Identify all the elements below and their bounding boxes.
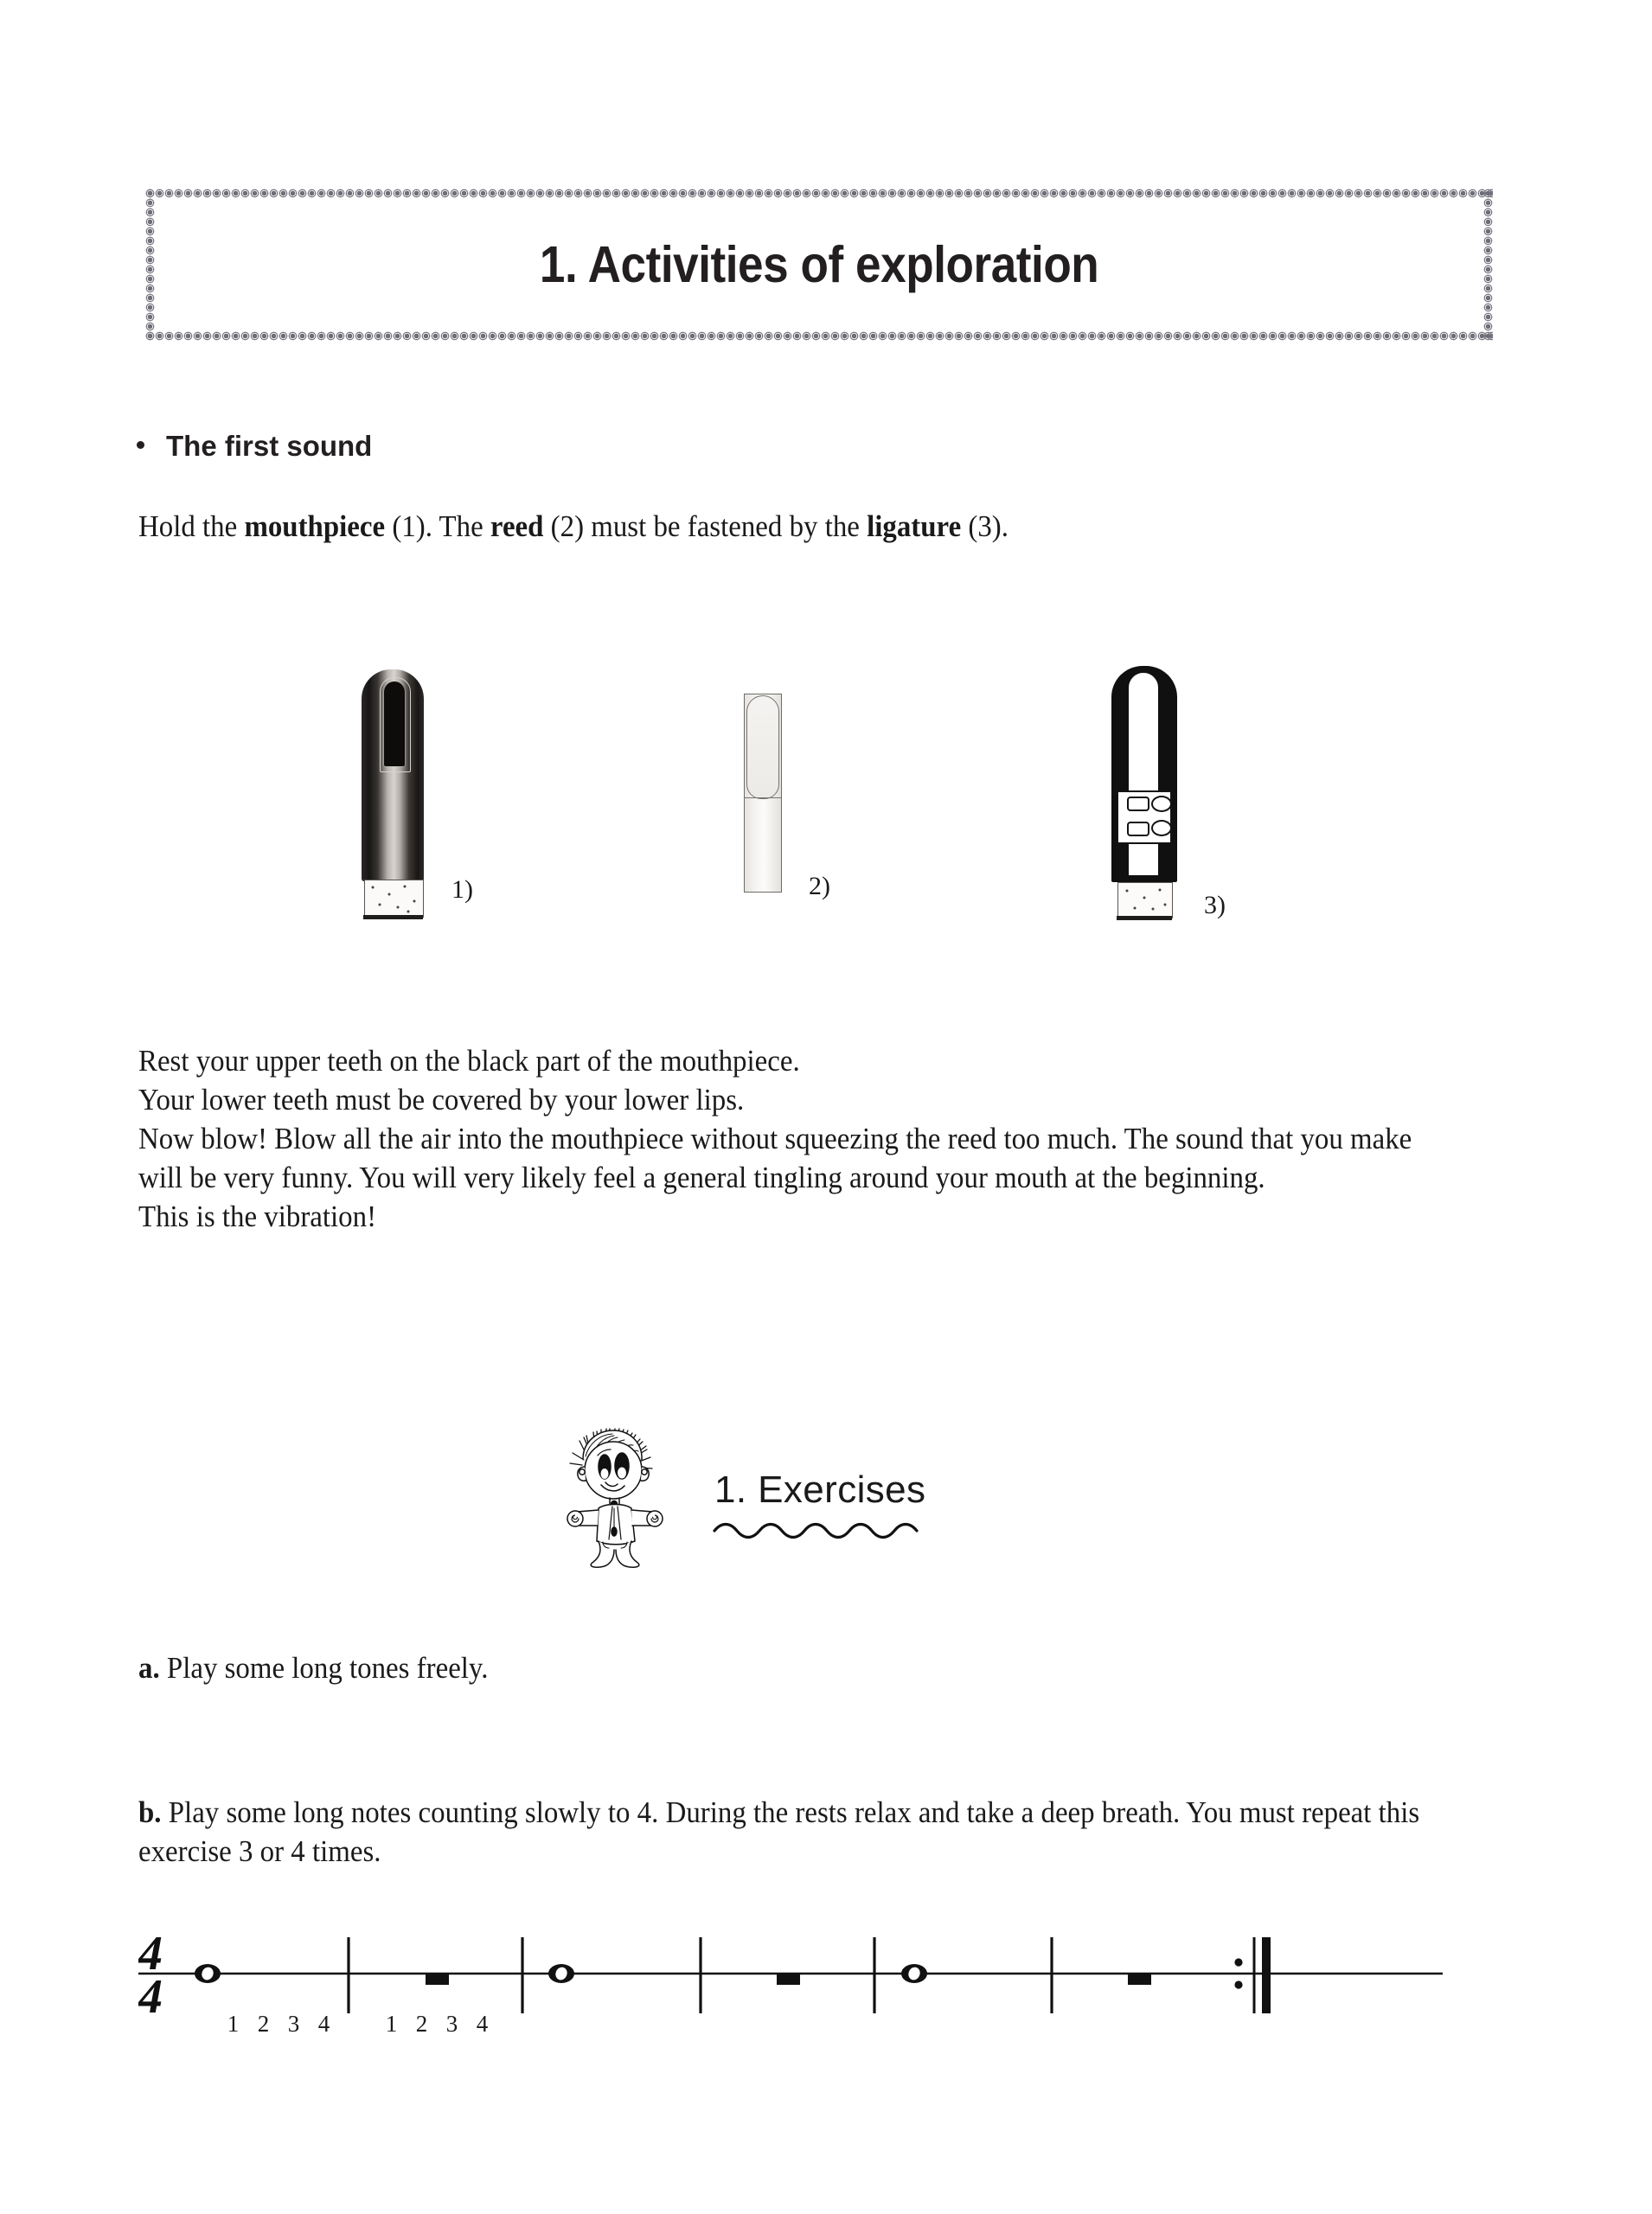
frame-border-bottom — [145, 331, 1493, 341]
staff-svg — [138, 1920, 1514, 2093]
exercise-item-a — [138, 1648, 1439, 1687]
beat-count: 1 — [227, 2011, 240, 2037]
ligature-reed-face — [1128, 672, 1159, 876]
figure-mouthpiece — [362, 669, 424, 920]
bullet-dot-icon — [137, 441, 144, 449]
exercises-underline-squiggle — [713, 1520, 920, 1539]
intro-paragraph — [138, 507, 1456, 546]
emphasized-term: reed — [490, 509, 544, 543]
section-bullet-heading — [137, 430, 372, 463]
ligature-plate-lower — [1127, 822, 1149, 836]
mouthpiece-window — [384, 681, 405, 766]
beat-count: 1 — [385, 2011, 398, 2037]
ligature-cork — [1117, 882, 1173, 918]
technique-line: This is the vibration! — [138, 1200, 377, 1233]
frame-border-top — [145, 189, 1493, 198]
beat-count: 4 — [317, 2011, 330, 2037]
technique-paragraph — [138, 1041, 1439, 1236]
exercises-heading: 1. Exercises — [714, 1469, 926, 1511]
emphasized-term: mouthpiece — [244, 509, 386, 543]
page-title: 1. Activities of exploration — [539, 235, 1099, 293]
mouthpiece-illustration — [362, 669, 424, 920]
whole-rest-1 — [426, 1974, 449, 1985]
ligature-illustration — [1111, 666, 1177, 925]
exercise-marker: b. — [138, 1795, 162, 1829]
whole-rest-3 — [1128, 1974, 1151, 1985]
whole-note-3 — [901, 1964, 927, 1983]
title-frame — [145, 189, 1493, 341]
mascot-boy-icon — [560, 1418, 673, 1570]
technique-line: Rest your upper teeth on the black part of the mouthpiece. — [138, 1044, 800, 1078]
figure-label-2: 2) — [809, 872, 830, 900]
paragraph-text: Hold the — [138, 509, 245, 543]
ligature-screw-lower — [1151, 820, 1172, 836]
figure-reed — [744, 694, 782, 893]
frame-border-left — [145, 189, 155, 341]
beat-count: 3 — [445, 2011, 458, 2037]
mouthpiece-cork-base — [363, 915, 423, 919]
ligature-plate-upper — [1127, 797, 1149, 811]
count-row-measure-1 — [218, 2011, 339, 2038]
figure-label-3: 3) — [1204, 891, 1226, 919]
instrument-figures — [138, 640, 1514, 925]
section-heading-label: The first sound — [166, 430, 373, 462]
repeat-barline — [1234, 1937, 1271, 2013]
exercise-text: Play some long notes counting slowly to 4. During the rests relax and take a deep breath. You must repeat this exercise 3 or 4 times. — [138, 1795, 1420, 1868]
emphasized-term: ligature — [867, 509, 962, 543]
beat-count: 4 — [476, 2011, 489, 2037]
exercise-marker: a. — [138, 1651, 160, 1685]
figure-label-1: 1) — [451, 875, 473, 904]
svg-text:4: 4 — [138, 1927, 163, 1980]
beat-count: 2 — [257, 2011, 270, 2037]
whole-rest-2 — [777, 1974, 800, 1985]
reed-vamp — [746, 695, 779, 799]
technique-line: Now blow! Blow all the air into the mouthpiece without squeezing the reed too much. The sound that you make will be very funny. You will very likely feel a general tingling around your mouth at the beginning. — [138, 1122, 1412, 1194]
ligature-screw-upper — [1151, 796, 1172, 812]
time-signature — [138, 1927, 163, 2024]
exercise-item-b — [138, 1793, 1439, 1871]
technique-line: Your lower teeth must be covered by your lower lips. — [138, 1083, 745, 1117]
mouthpiece-cork — [364, 880, 424, 918]
reed-split-line — [744, 797, 782, 798]
ligature-cork-base — [1117, 916, 1172, 920]
figure-ligature — [1111, 666, 1177, 925]
beat-count: 2 — [415, 2011, 428, 2037]
whole-note-1 — [195, 1964, 221, 1983]
exercises-heading-block — [560, 1418, 1079, 1583]
paragraph-text: (3). — [961, 509, 1008, 543]
svg-text:4: 4 — [138, 1970, 163, 2024]
exercise-text: Play some long tones freely. — [159, 1651, 489, 1685]
count-row-measure-2 — [376, 2011, 497, 2038]
music-notation — [138, 1920, 1514, 2093]
reed-illustration — [744, 694, 782, 893]
whole-note-2 — [548, 1964, 574, 1983]
paragraph-text: (1). The — [385, 509, 490, 543]
paragraph-text: (2) must be fastened by the — [543, 509, 868, 543]
frame-border-right — [1483, 189, 1493, 341]
beat-count: 3 — [287, 2011, 300, 2037]
